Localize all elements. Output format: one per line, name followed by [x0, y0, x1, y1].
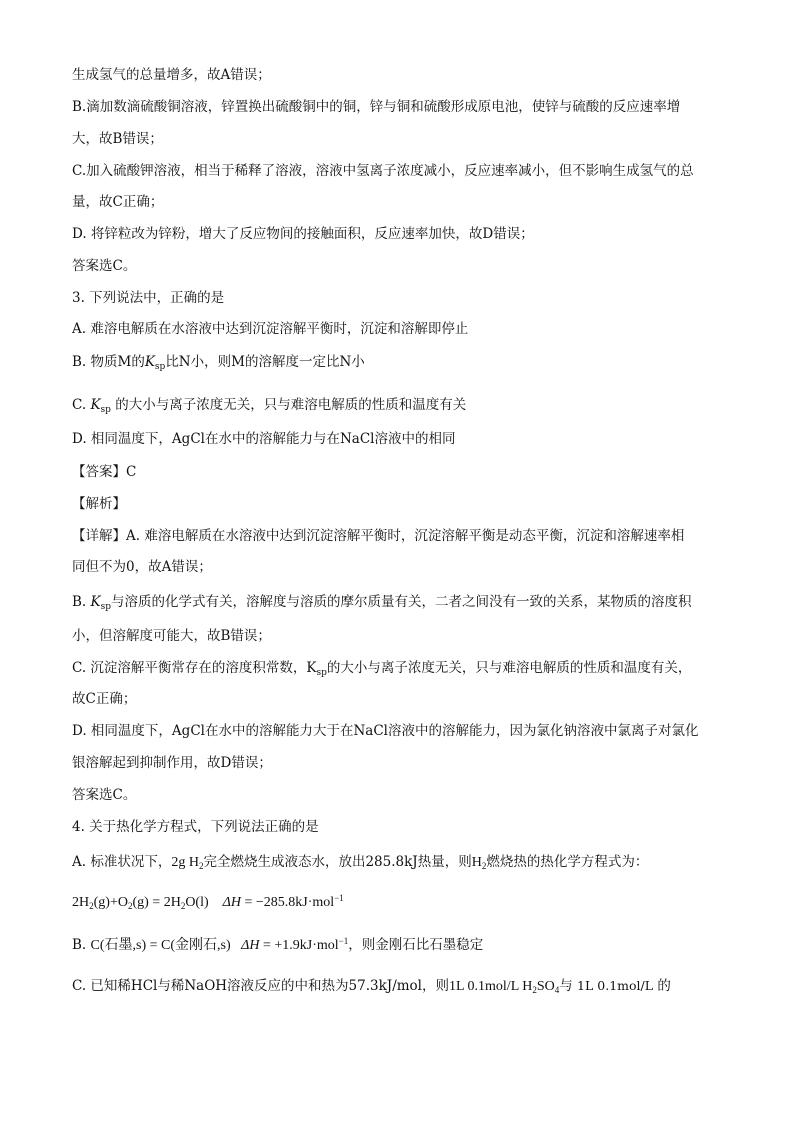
text-segment: B. [72, 594, 87, 610]
thermochemical-equation: $2H_2(g)+O_2(g) = 2H_2O(l)$ ΔH = −285.8kJ·mol$^{-1}$ [72, 893, 344, 911]
text-segment: 的大小与离子浓度无关，只与难溶电解质的性质和温度有关 [115, 397, 467, 413]
option-a: A. 难溶电解质在水溶液中达到沉淀溶解平衡时，沉淀和溶解即停止 [72, 321, 469, 337]
text-line: 银溶解起到抑制作用，故D错误； [72, 755, 272, 771]
text-segment: A. 标准状况下， [72, 854, 172, 870]
text-line: 【详解】A. 难溶电解质在水溶液中达到沉淀溶解平衡时，沉淀溶解平衡是动态平衡，沉淀和溶解速率相 [72, 528, 685, 544]
formula: 1L 0.1mol/L $H_2SO_4$ [449, 979, 560, 995]
ksp-symbol: K [90, 397, 101, 413]
option-c [72, 977, 671, 996]
answer-label: 【答案】C [72, 464, 137, 480]
text-line: 生成氢气的总量增多，故A错误； [72, 67, 271, 83]
text-line: 答案选C。 [72, 787, 137, 803]
option-b: B. 物质M的$K_{sp}$比N小，则M的溶解度一定比N小 [72, 354, 365, 372]
text-line: 量，故C正确； [72, 194, 164, 210]
option-b [72, 936, 483, 955]
text-segment: C. [72, 397, 87, 413]
text-segment: 与溶质的化学式有关，溶解度与溶质的摩尔质量有关，二者之间没有一致的关系，某物质的溶度积 [111, 594, 692, 610]
option-a [72, 853, 648, 872]
text-line: D. 将锌粒改为锌粉，增大了反应物间的接触面积，反应速率加快，故D错误； [72, 226, 534, 242]
text-line: 大，故B错误； [72, 131, 163, 147]
formula: 2g $H_2$ [171, 855, 204, 871]
text-segment: 比N小，则M的溶解度一定比N小 [165, 354, 365, 370]
formula: 1L 0.1mol/L [577, 978, 654, 993]
text-segment: 的 [657, 978, 671, 994]
text-line: D. 相同温度下，AgCl在水中的溶解能力大于在NaCl溶液中的溶解能力，因为氯化钠溶液中氯离子对氯化 [72, 723, 699, 739]
text-segment: C. 已知稀HCl与稀NaOH溶液反应的中和热为57.3kJ/mol，则 [72, 978, 449, 994]
text-line: B.滴加数滴硫酸铜溶液，锌置换出硫酸铜中的铜，锌与铜和硫酸形成原电池，使锌与硫酸的反应速率增 [72, 99, 681, 115]
text-segment: C. 沉淀溶解平衡常存在的溶度积常数，K [72, 660, 317, 676]
analysis-label: 【解析】 [72, 496, 126, 512]
option-d: D. 相同温度下，AgCl在水中的溶解能力与在NaCl溶液中的相同 [72, 431, 456, 447]
question-3-stem: 3. 下列说法中，正确的是 [72, 290, 225, 306]
formula: C(石墨,s) = C(金刚石,s) ΔH = +1.9kJ·mol$^{-1}$ [90, 936, 349, 953]
text-line: C.加入硫酸钾溶液，相当于稀释了溶液，溶液中氢离子浓度减小，反应速率减小，但不影响生成氢气的总 [72, 163, 694, 179]
question-4-stem: 4. 关于热化学方程式，下列说法正确的是 [72, 819, 319, 835]
formula: $H_2$ [471, 855, 487, 871]
text-segment: B. [72, 937, 87, 953]
text-line: B. $K_{sp}$与溶质的化学式有关，溶解度与溶质的摩尔质量有关，二者之间没有一致的关系，某物质的溶度积 [72, 594, 692, 612]
text-line: 小，但溶解度可能大，故B错误； [72, 628, 271, 644]
text-segment: ，则金刚石比石墨稳定 [348, 937, 484, 953]
text-line: 同但不为0，故A错误； [72, 559, 212, 575]
text-line: C. 沉淀溶解平衡常存在的溶度积常数，$K_{sp}$的大小与离子浓度无关，只与难溶电解质的性质和温度有关， [72, 660, 692, 678]
text-segment: 与 [559, 978, 573, 994]
option-c: C. $K_{sp}$ 的大小与离子浓度无关，只与难溶电解质的性质和温度有关 [72, 397, 467, 415]
text-line: 故C正确； [72, 691, 137, 707]
text-line: 答案选C。 [72, 258, 137, 274]
ksp-symbol: K [90, 594, 101, 610]
text-segment: 完全燃烧生成液态水，放出285.8kJ热量，则 [203, 854, 472, 870]
ksp-symbol: K [144, 354, 155, 370]
text-segment: 的大小与离子浓度无关，只与难溶电解质的性质和温度有关， [326, 660, 692, 676]
text-segment: B. 物质M的 [72, 354, 145, 370]
text-segment: 燃烧热的热化学方程式为： [486, 854, 649, 870]
